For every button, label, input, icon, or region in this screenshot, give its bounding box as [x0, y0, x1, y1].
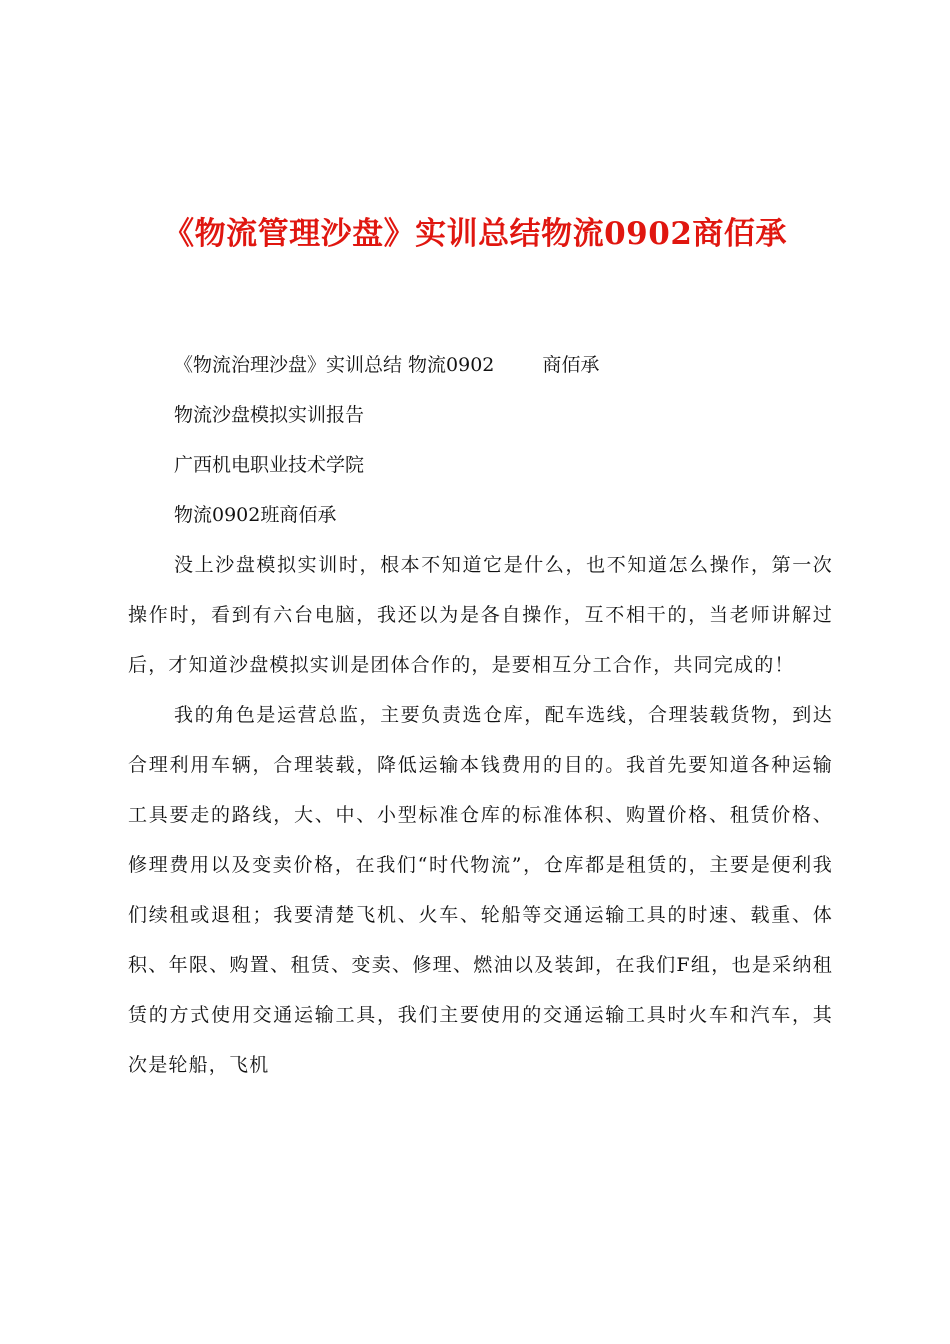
document-title: 《物流管理沙盘》实训总结物流0902商佰承 — [163, 216, 787, 252]
body-paragraph: 我的角色是运营总监，主要负责选仓库，配车选线，合理装载货物，到达合理利用车辆，合理装载，降低运输本钱费用的目的。我首先要知道各种运输工具要走的路线，大、中、小型标准仓库的标准体积、购置价格、租赁价格、修理费用以及变卖价格，在我们“时代物流”，仓库都是租赁的，主要是便利我们续租或退租；我要清楚飞机、火车、轮船等交通运输工具的时速、载重、体积、年限、购置、租赁、变卖、修理、燃油以及装卸，在我们F组，也是采纳租赁的方式使用交通运输工具，我们主要使用的交通运输工具时火车和汽车，其次是轮船，飞机 — [128, 704, 833, 1076]
class-line: 物流0902班商佰承 — [174, 504, 337, 526]
body-paragraph: 没上沙盘模拟实训时，根本不知道它是什么，也不知道怎么操作，第一次操作时，看到有六台电脑，我还以为是各自操作，互不相干的，当老师讲解过后，才知道沙盘模拟实训是团体合作的，是要相互分工合作，共同完成的！ — [128, 554, 833, 676]
school-line: 广西机电职业技术学院 — [174, 454, 365, 476]
document-body — [128, 340, 833, 1090]
heading-line — [128, 340, 833, 390]
heading-line-author: 商佰承 — [542, 354, 600, 376]
report-name-line: 物流沙盘模拟实训报告 — [174, 404, 365, 426]
heading-line-title: 《物流治理沙盘》实训总结 物流0902 — [174, 354, 495, 376]
